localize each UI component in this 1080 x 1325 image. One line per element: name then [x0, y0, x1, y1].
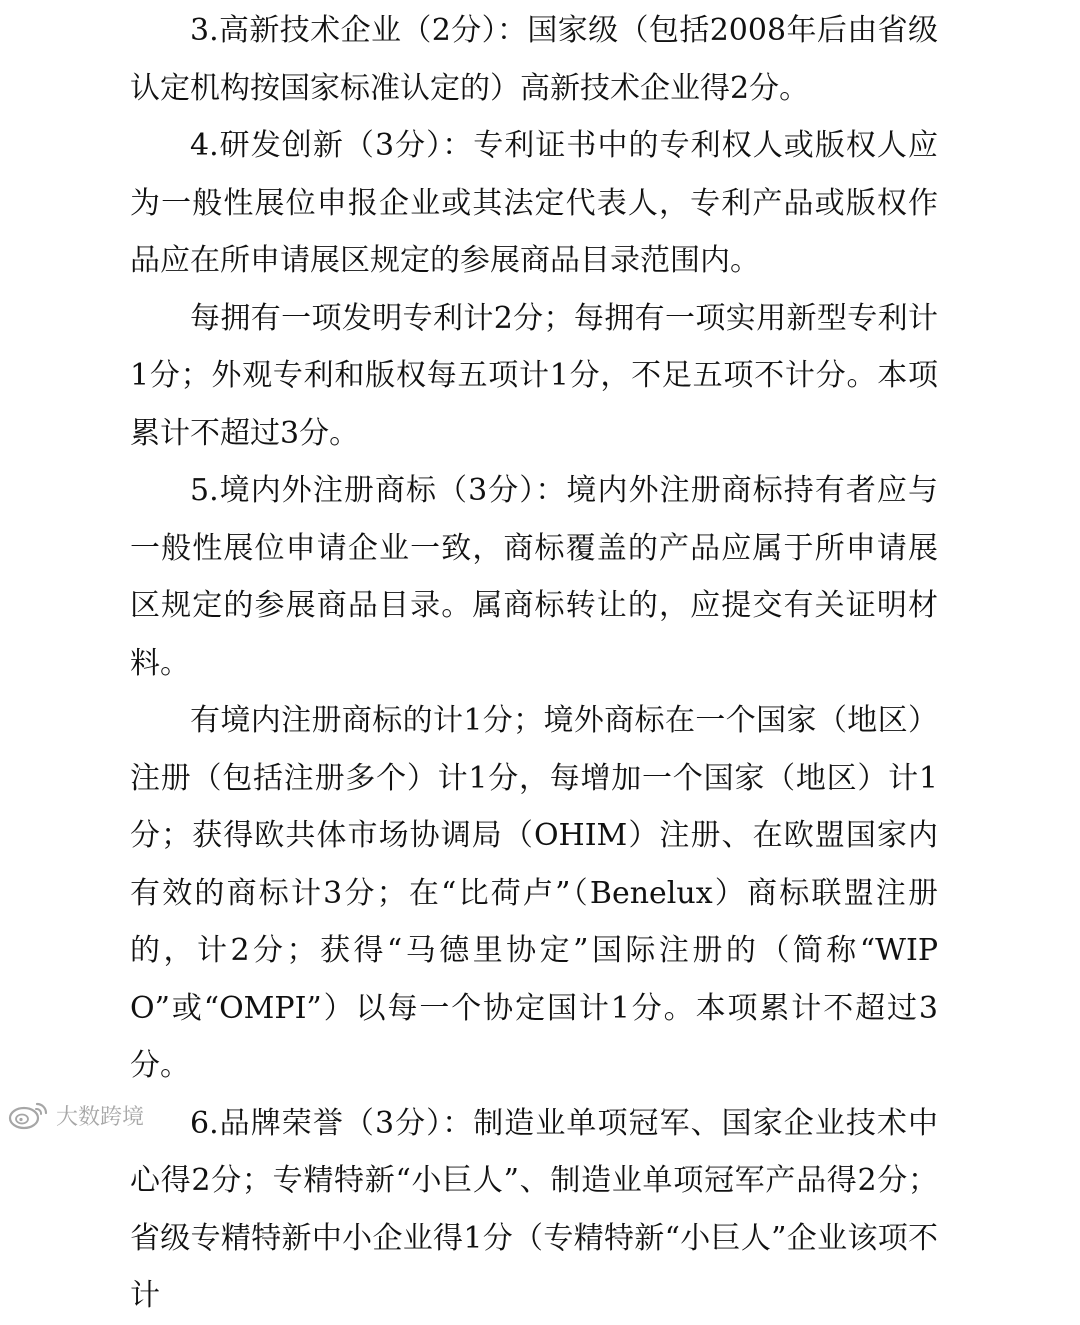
- paragraph-high-tech: 3.高新技术企业（2分）：国家级（包括2008年后由省级认定机构按国家标准认定的）高新技术企业得2分。: [130, 13, 938, 106]
- paragraph-patent-scoring: 每拥有一项发明专利计2分；每拥有一项实用新型专利计1分；外观专利和版权每五项计1分，不足五项不计分。本项累计不超过3分。: [130, 300, 938, 451]
- paragraph-trademark-scoring: 有境内注册商标的计1分；境外商标在一个国家（地区）注册（包括注册多个）计1分，每增加一个国家（地区）计1分；获得欧共体市场协调局（OHIM）注册、在欧盟国家内有效的商标计3分；在“比荷卢”（Benelux）商标联盟注册的，计2分；获得“马德里协定”国际注册的（简称“WIPO”或“OMPI”）以每一个协定国计1分。本项累计不超过3分。: [130, 703, 938, 1083]
- document-body: [130, 2, 938, 1325]
- paragraph-rd-innovation: 4.研发创新（3分）：专利证书中的专利权人或版权人应为一般性展位申报企业或其法定代表人，专利产品或版权作品应在所申请展区规定的参展商品目录范围内。: [130, 128, 938, 278]
- watermark: [6, 1098, 144, 1132]
- paragraph-trademark: 5.境内外注册商标（3分）：境内外注册商标持有者应与一般性展位申请企业一致，商标覆盖的产品应属于所申请展区规定的参展商品目录。属商标转让的，应提交有关证明材料。: [130, 473, 938, 681]
- paragraph-brand-honor: 6.品牌荣誉（3分）：制造业单项冠军、国家企业技术中心得2分；专精特新“小巨人”、制造业单项冠军产品得2分；省级专精特新中小企业得1分（专精特新“小巨人”企业该项不计: [130, 1105, 938, 1313]
- weibo-logo-icon: [6, 1100, 50, 1130]
- watermark-text: 大数跨境: [56, 1104, 145, 1130]
